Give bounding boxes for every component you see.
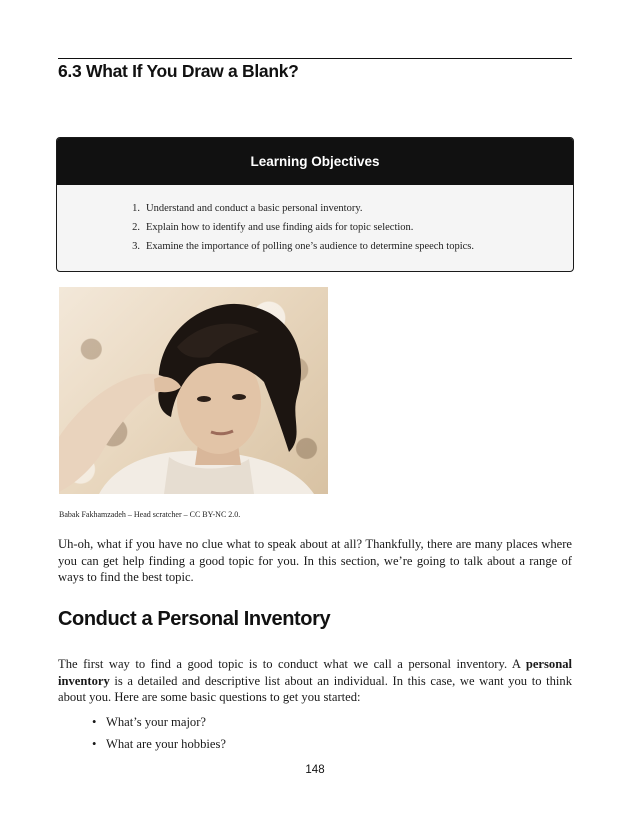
question-text: What’s your major? <box>106 715 207 729</box>
section-heading: 6.3 What If You Draw a Blank? <box>58 61 299 81</box>
figure-caption: Babak Fakhamzadeh – Head scratcher – CC BY-NC 2.0. <box>59 510 241 519</box>
objective-number: 2. <box>132 222 140 233</box>
objective-item <box>124 237 573 256</box>
objective-item <box>124 218 573 237</box>
question-list <box>92 711 226 755</box>
bullet-icon: • <box>92 715 97 729</box>
objective-item <box>124 199 573 218</box>
objective-number: 1. <box>132 203 140 214</box>
intro-paragraph: Uh-oh, what if you have no clue what to speak about at all? Thankfully, there are many places where you can get help finding a good topic for you. In this section, we’re going to talk about a range of ways to find the best topic. <box>58 537 572 584</box>
paragraph-text: is a detailed and descriptive list about an individual. In this case, we want you to think about you. Here are some basic questions to get you started: <box>58 673 572 704</box>
paragraph-text: The first way to find a good topic is to conduct what we call a personal inventory. A <box>58 657 526 671</box>
list-item <box>92 711 226 733</box>
objective-text: Understand and conduct a basic personal inventory. <box>146 203 363 214</box>
learning-objectives-box <box>56 137 574 272</box>
objective-text: Explain how to identify and use finding aids for topic selection. <box>146 222 414 233</box>
objective-text: Examine the importance of polling one’s audience to determine speech topics. <box>146 241 475 252</box>
term-personal-inventory: personal inventory <box>58 657 572 688</box>
question-text: What are your hobbies? <box>106 737 226 751</box>
learning-objectives-list <box>57 185 573 256</box>
inventory-paragraph <box>58 656 572 706</box>
page-number: 148 <box>305 764 325 776</box>
head-scratcher-photo <box>59 287 328 494</box>
objective-number: 3. <box>132 241 140 252</box>
bullet-icon: • <box>92 737 97 751</box>
subsection-heading: Conduct a Personal Inventory <box>58 608 331 630</box>
list-item <box>92 733 226 755</box>
section-rule <box>58 58 572 59</box>
learning-objectives-title: Learning Objectives <box>57 138 573 185</box>
